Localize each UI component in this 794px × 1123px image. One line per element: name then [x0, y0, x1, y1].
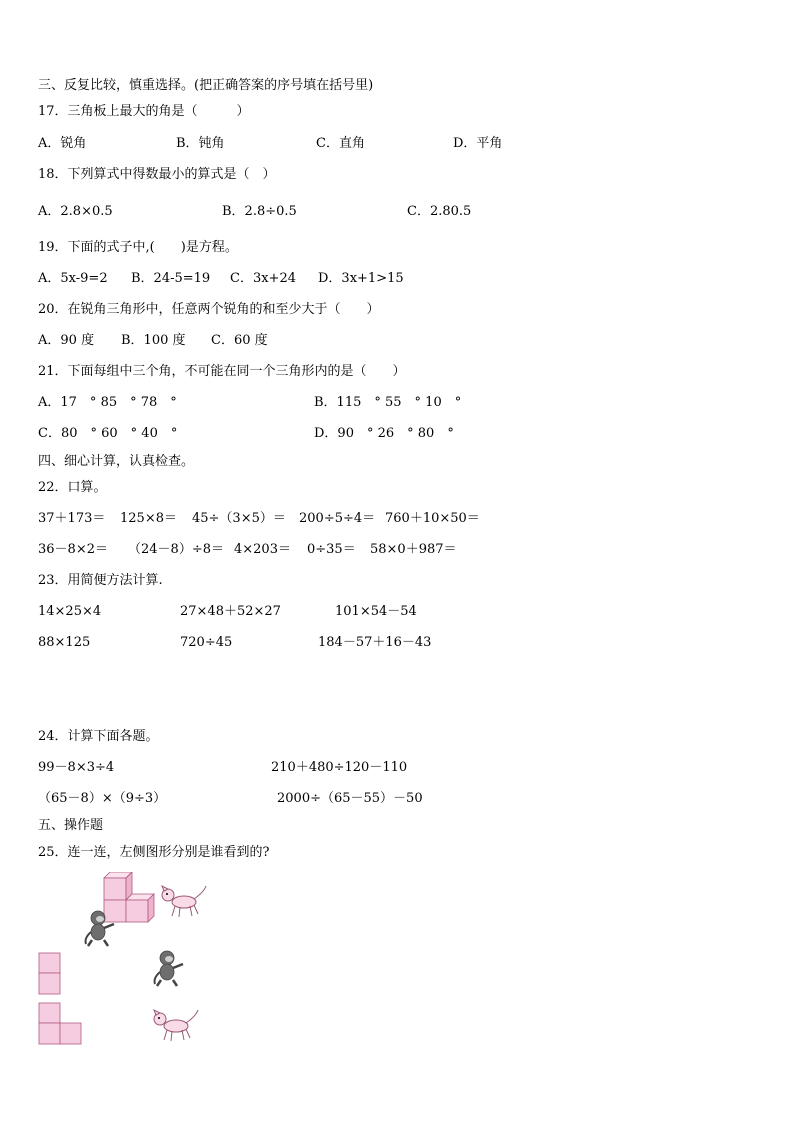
q23-item: 27×48＋52×27 — [180, 604, 281, 619]
section-3-heading: 三、反复比较，慎重选择。(把正确答案的序号填在括号里) — [38, 78, 374, 93]
q22-item: 4×203＝ — [234, 542, 291, 557]
q25-stem: 25．连一连，左侧图形分别是谁看到的? — [38, 845, 270, 860]
q22-item: 125×8＝ — [120, 511, 177, 526]
q23-stem: 23．用简便方法计算. — [38, 573, 163, 588]
q22-item: 200÷5÷4＝ — [299, 511, 376, 526]
q24-item: 210＋480÷120－110 — [271, 760, 408, 775]
section-4-heading: 四、细心计算，认真检查。 — [38, 454, 195, 469]
q22-stem: 22．口算。 — [38, 480, 107, 495]
q21-option-d: D．90 ° 26 ° 80 ° — [314, 426, 454, 441]
q21-option-c: C．80 ° 60 ° 40 ° — [38, 426, 178, 441]
q20-option-b: B．100 度 — [121, 333, 186, 348]
q19-option-b: B．24-5=19 — [131, 271, 211, 286]
q19-stem: 19．下面的式子中,( )是方程。 — [38, 240, 238, 255]
q22-item: 45÷（3×5）＝ — [192, 511, 286, 526]
q18-option-b: B．2.8÷0.5 — [222, 204, 297, 219]
q24-stem: 24．计算下面各题。 — [38, 729, 159, 744]
q18-option-c: C．2.80.5 — [407, 204, 472, 219]
q23-item: 720÷45 — [180, 635, 233, 650]
q23-item: 184－57＋16－43 — [318, 635, 432, 650]
q17-stem: 17．三角板上最大的角是（ ） — [38, 104, 250, 119]
q22-item: 58×0＋987＝ — [370, 542, 457, 557]
q24-item: 99－8×3÷4 — [38, 760, 115, 775]
dog-icon — [160, 884, 208, 920]
q24-item: （65－8）×（9÷3） — [38, 791, 167, 806]
q17-option-b: B．钝角 — [176, 136, 225, 151]
monkey-icon — [82, 910, 116, 948]
q19-option-a: A．5x-9=2 — [38, 271, 108, 286]
q18-option-a: A．2.8×0.5 — [38, 204, 113, 219]
q17-option-d: D．平角 — [453, 136, 503, 151]
q18-stem: 18．下列算式中得数最小的算式是（ ） — [38, 167, 276, 182]
q20-option-c: C．60 度 — [211, 333, 268, 348]
q17-option-a: A．锐角 — [38, 136, 87, 151]
q24-item: 2000÷（65－55）－50 — [277, 791, 423, 806]
q19-option-c: C．3x+24 — [230, 271, 296, 286]
q23-item: 88×125 — [38, 635, 91, 650]
q22-item: 37＋173＝ — [38, 511, 106, 526]
dog-icon — [152, 1008, 200, 1044]
q23-item: 14×25×4 — [38, 604, 102, 619]
q20-option-a: A．90 度 — [38, 333, 95, 348]
q22-item: 0÷35＝ — [307, 542, 356, 557]
q21-stem: 21．下面每组中三个角，不可能在同一个三角形内的是（ ） — [38, 364, 406, 379]
q21-option-a: A．17 ° 85 ° 78 ° — [38, 395, 177, 410]
q22-item: 760＋10×50＝ — [385, 511, 480, 526]
q21-option-b: B．115 ° 55 ° 10 ° — [314, 395, 462, 410]
section-5-heading: 五、操作题 — [38, 818, 104, 833]
monkey-icon — [150, 950, 186, 988]
q22-item: 36－8×2＝ — [38, 542, 108, 557]
q17-option-c: C．直角 — [316, 136, 365, 151]
view-shape-l — [38, 1002, 84, 1046]
view-shape-vertical — [38, 952, 62, 996]
q22-item: （24－8）÷8＝ — [128, 542, 224, 557]
q19-option-d: D．3x+1>15 — [318, 271, 404, 286]
q23-item: 101×54－54 — [335, 604, 417, 619]
q20-stem: 20．在锐角三角形中，任意两个锐角的和至少大于（ ） — [38, 302, 380, 317]
